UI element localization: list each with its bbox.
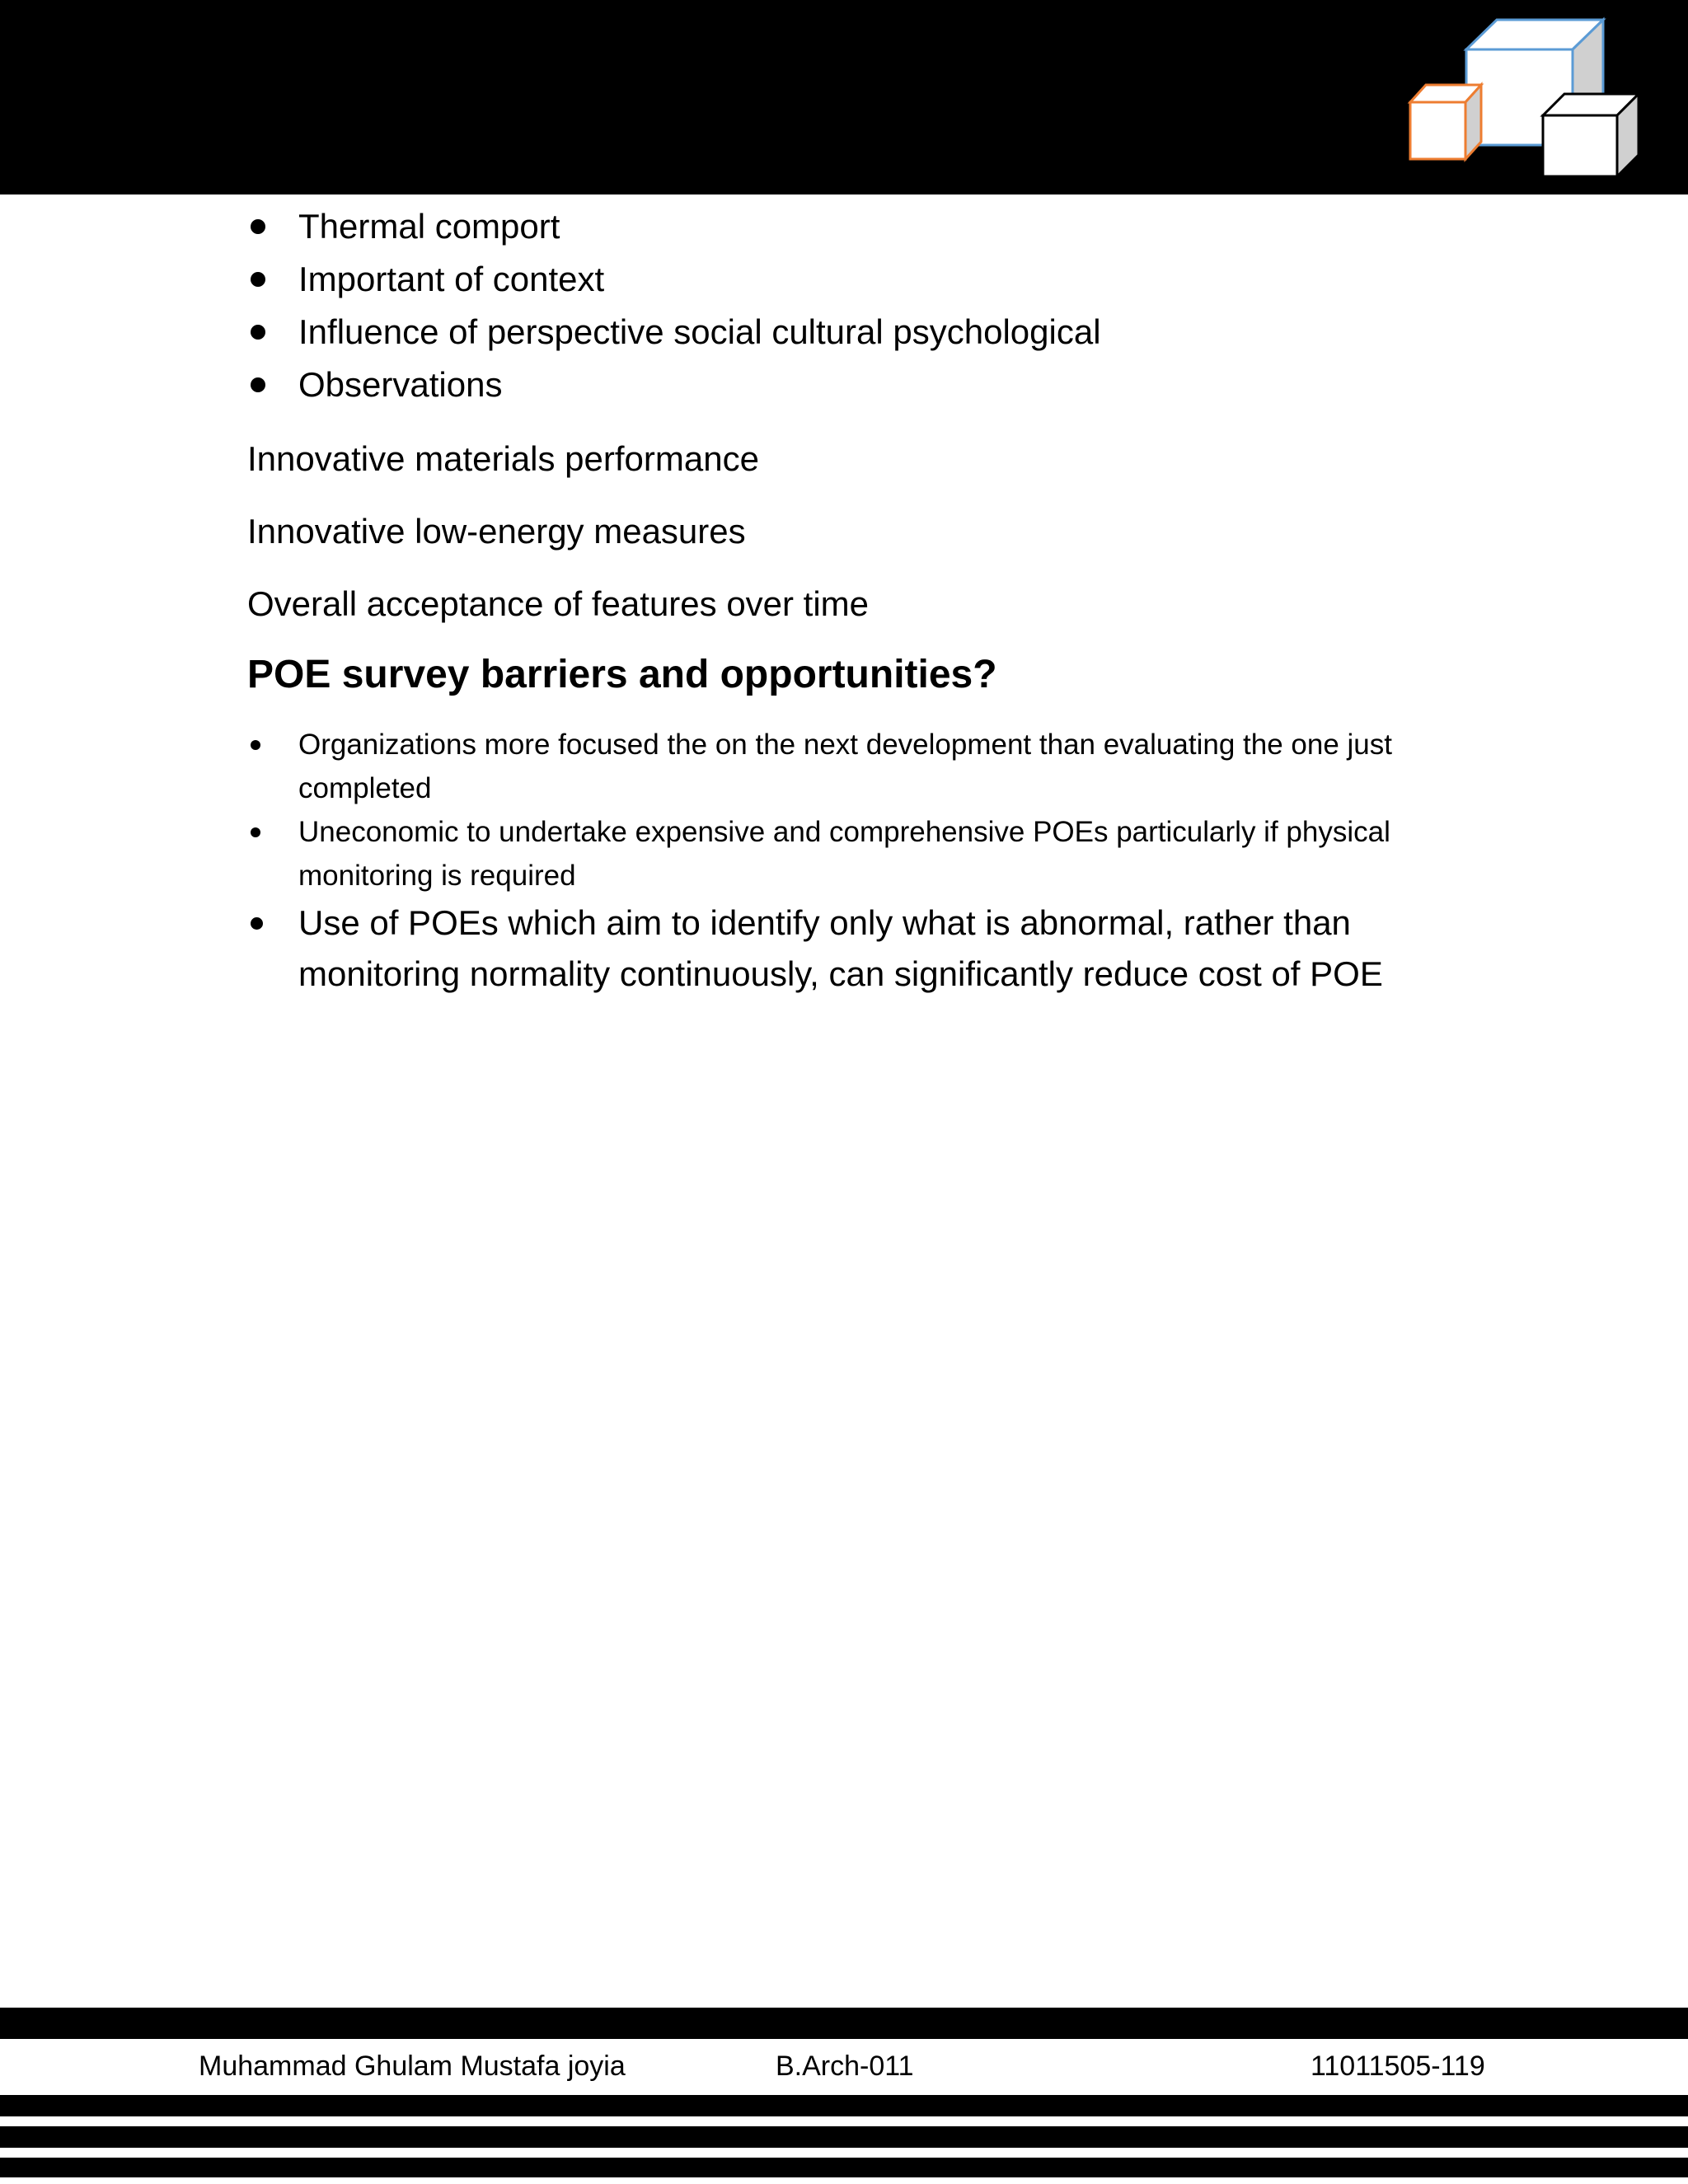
list-item	[247, 810, 1484, 898]
list-item-text: Uneconomic to undertake expensive and comprehensive POEs particularly if physical monitoring is required	[298, 816, 1390, 892]
list-item	[247, 253, 1484, 306]
bullet-dot-icon	[251, 272, 265, 287]
list-item-text: Important of context	[298, 260, 605, 298]
list-item	[247, 898, 1484, 1000]
bullet-dot-icon	[251, 827, 260, 837]
footer-stripe	[0, 2126, 1688, 2148]
bullet-dot-icon	[251, 377, 265, 392]
list-item-text: Use of POEs which aim to identify only what is abnormal, rather than monitoring normality continuously, can significantly reduce cost of POE	[298, 903, 1383, 993]
list-item-text: Observations	[298, 365, 503, 404]
list-item-text: Influence of perspective social cultural psychological	[298, 312, 1101, 351]
footer-bar	[0, 2008, 1688, 2039]
topic-bullet-list	[247, 200, 1484, 411]
document-body	[247, 194, 1484, 1000]
paragraph-low-energy: Innovative low-energy measures	[247, 512, 746, 551]
list-item-text: Organizations more focused the on the next development than evaluating the one just completed	[298, 729, 1392, 804]
section-heading: POE survey barriers and opportunities?	[247, 653, 997, 696]
footer-student-id: 11011505-119	[1311, 2050, 1485, 2082]
stacked-cubes-icon	[1401, 15, 1648, 183]
paragraph-acceptance: Overall acceptance of features over time	[247, 584, 870, 623]
paragraph-materials: Innovative materials performance	[247, 439, 759, 478]
barrier-bullet-list	[247, 723, 1484, 1000]
bullet-dot-icon	[251, 325, 265, 340]
list-item	[247, 306, 1484, 359]
footer-author: Muhammad Ghulam Mustafa joyia	[199, 2050, 626, 2082]
list-item-text: Thermal comport	[298, 207, 560, 246]
orange-cube-icon	[1410, 85, 1481, 159]
list-item	[247, 359, 1484, 411]
black-cube-icon	[1543, 94, 1639, 176]
footer-course: B.Arch-011	[776, 2050, 914, 2082]
list-item	[247, 723, 1484, 810]
bullet-dot-icon	[251, 740, 260, 750]
list-item	[247, 200, 1484, 253]
footer-stripe	[0, 2095, 1688, 2116]
bullet-dot-icon	[251, 219, 265, 234]
footer-stripe	[0, 2158, 1688, 2177]
bullet-dot-icon	[251, 917, 263, 930]
